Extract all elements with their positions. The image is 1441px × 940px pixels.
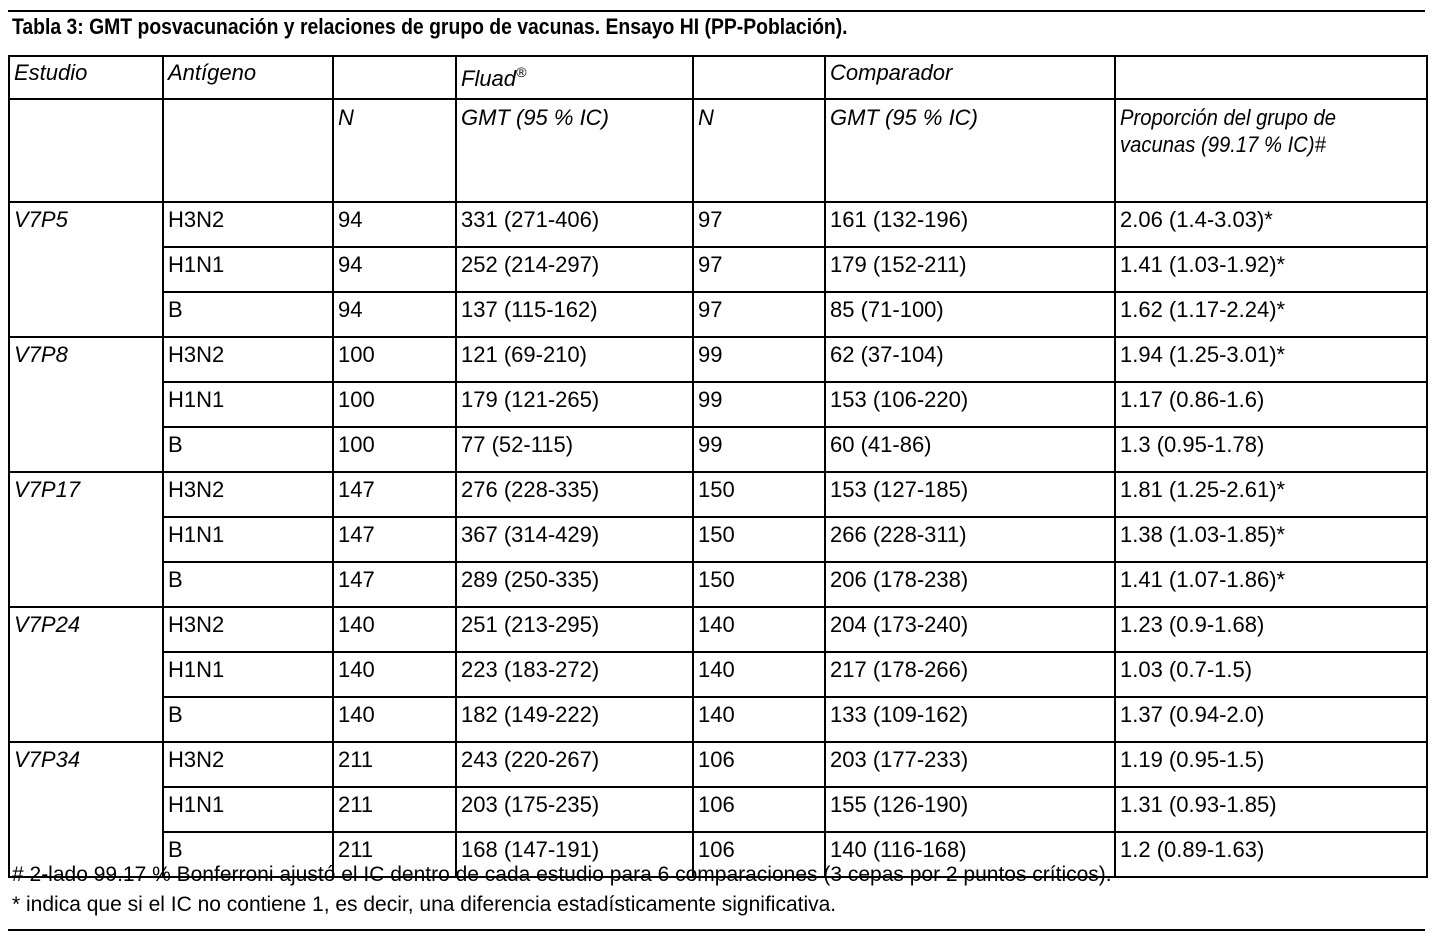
antigen-cell: B [163, 697, 333, 742]
gmt-fluad-cell: 367 (314-429) [456, 517, 693, 562]
header-n-fluad: N [333, 99, 456, 202]
gmt-fluad-cell: 289 (250-335) [456, 562, 693, 607]
table-row [9, 652, 1427, 697]
n-fluad-cell: 94 [333, 247, 456, 292]
n-comparador-cell: 106 [693, 832, 825, 877]
gmt-comparador-cell: 155 (126-190) [825, 787, 1115, 832]
ratio-cell: 1.31 (0.93-1.85) [1115, 787, 1427, 832]
gmt-fluad-cell: 168 (147-191) [456, 832, 693, 877]
registered-mark: ® [516, 64, 527, 80]
n-comparador-cell: 150 [693, 517, 825, 562]
header-comparador: Comparador [825, 56, 1115, 99]
n-fluad-cell: 100 [333, 382, 456, 427]
ratio-cell: 1.38 (1.03-1.85)* [1115, 517, 1427, 562]
ratio-cell: 1.37 (0.94-2.0) [1115, 697, 1427, 742]
gmt-fluad-cell: 243 (220-267) [456, 742, 693, 787]
table-row [9, 787, 1427, 832]
antigen-cell: H1N1 [163, 787, 333, 832]
header-ratio-text: Proporción del grupo de vacunas (99.17 % IC)# [1120, 105, 1337, 157]
table-row [9, 742, 1427, 787]
n-fluad-cell: 147 [333, 472, 456, 517]
n-fluad-cell: 147 [333, 517, 456, 562]
n-comparador-cell: 140 [693, 697, 825, 742]
table-row [9, 427, 1427, 472]
header-row-2 [9, 99, 1427, 202]
antigen-cell: H1N1 [163, 517, 333, 562]
study-cell: V7P5 [9, 202, 163, 337]
antigen-cell: H3N2 [163, 337, 333, 382]
n-fluad-cell: 140 [333, 697, 456, 742]
n-comparador-cell: 140 [693, 607, 825, 652]
header-empty-3 [1115, 56, 1427, 99]
n-comparador-cell: 140 [693, 652, 825, 697]
table-row [9, 607, 1427, 652]
header-gmt-fluad: GMT (95 % IC) [456, 99, 693, 202]
gmt-comparador-cell: 133 (109-162) [825, 697, 1115, 742]
n-fluad-cell: 211 [333, 787, 456, 832]
n-fluad-cell: 140 [333, 607, 456, 652]
n-fluad-cell: 100 [333, 427, 456, 472]
header-ratio [1115, 99, 1427, 202]
table-row [9, 247, 1427, 292]
n-comparador-cell: 97 [693, 292, 825, 337]
ratio-cell: 1.62 (1.17-2.24)* [1115, 292, 1427, 337]
header-empty-5 [163, 99, 333, 202]
antigen-cell: H1N1 [163, 652, 333, 697]
gmt-comparador-cell: 206 (178-238) [825, 562, 1115, 607]
gmt-comparador-cell: 62 (37-104) [825, 337, 1115, 382]
antigen-cell: H1N1 [163, 247, 333, 292]
study-cell: V7P8 [9, 337, 163, 472]
header-empty-2 [693, 56, 825, 99]
header-antigeno: Antígeno [163, 56, 333, 99]
ratio-cell: 1.23 (0.9-1.68) [1115, 607, 1427, 652]
n-comparador-cell: 150 [693, 562, 825, 607]
gmt-comparador-cell: 179 (152-211) [825, 247, 1115, 292]
ratio-cell: 1.17 (0.86-1.6) [1115, 382, 1427, 427]
gmt-fluad-cell: 251 (213-295) [456, 607, 693, 652]
ratio-cell: 1.81 (1.25-2.61)* [1115, 472, 1427, 517]
study-cell: V7P17 [9, 472, 163, 607]
n-fluad-cell: 211 [333, 742, 456, 787]
ratio-cell: 1.94 (1.25-3.01)* [1115, 337, 1427, 382]
table-row [9, 337, 1427, 382]
n-fluad-cell: 147 [333, 562, 456, 607]
ratio-cell: 1.41 (1.03-1.92)* [1115, 247, 1427, 292]
antigen-cell: H3N2 [163, 742, 333, 787]
header-row-1 [9, 56, 1427, 99]
table-title: Tabla 3: GMT posvacunación y relaciones de grupo de vacunas. Ensayo HI (PP-Población). [12, 14, 848, 39]
header-fluad [456, 56, 693, 99]
gmt-fluad-cell: 137 (115-162) [456, 292, 693, 337]
gmt-fluad-cell: 252 (214-297) [456, 247, 693, 292]
footnote-2: * indica que si el IC no contiene 1, es decir, una diferencia estadísticamente significativa. [12, 893, 837, 916]
gmt-comparador-cell: 217 (178-266) [825, 652, 1115, 697]
n-comparador-cell: 99 [693, 337, 825, 382]
antigen-cell: H3N2 [163, 607, 333, 652]
antigen-cell: B [163, 292, 333, 337]
n-fluad-cell: 100 [333, 337, 456, 382]
ratio-cell: 1.03 (0.7-1.5) [1115, 652, 1427, 697]
gmt-comparador-cell: 153 (127-185) [825, 472, 1115, 517]
table-row [9, 472, 1427, 517]
study-cell: V7P24 [9, 607, 163, 742]
gmt-comparador-cell: 161 (132-196) [825, 202, 1115, 247]
gmt-comparador-cell: 153 (106-220) [825, 382, 1115, 427]
ratio-cell: 2.06 (1.4-3.03)* [1115, 202, 1427, 247]
gmt-fluad-cell: 331 (271-406) [456, 202, 693, 247]
header-estudio: Estudio [9, 56, 163, 99]
n-comparador-cell: 97 [693, 202, 825, 247]
header-n-comparador: N [693, 99, 825, 202]
table-row [9, 517, 1427, 562]
gmt-fluad-cell: 223 (183-272) [456, 652, 693, 697]
n-comparador-cell: 99 [693, 427, 825, 472]
n-comparador-cell: 106 [693, 787, 825, 832]
gmt-comparador-cell: 266 (228-311) [825, 517, 1115, 562]
n-comparador-cell: 106 [693, 742, 825, 787]
gmt-fluad-cell: 179 (121-265) [456, 382, 693, 427]
antigen-cell: B [163, 427, 333, 472]
header-gmt-comparador: GMT (95 % IC) [825, 99, 1115, 202]
gmt-comparador-cell: 85 (71-100) [825, 292, 1115, 337]
n-fluad-cell: 94 [333, 292, 456, 337]
bottom-rule [8, 929, 1425, 931]
table-row [9, 562, 1427, 607]
fluad-label: Fluad [461, 66, 517, 91]
n-comparador-cell: 97 [693, 247, 825, 292]
gmt-comparador-cell: 204 (173-240) [825, 607, 1115, 652]
n-comparador-cell: 150 [693, 472, 825, 517]
gmt-fluad-cell: 77 (52-115) [456, 427, 693, 472]
n-fluad-cell: 94 [333, 202, 456, 247]
gmt-fluad-cell: 182 (149-222) [456, 697, 693, 742]
gmt-fluad-cell: 276 (228-335) [456, 472, 693, 517]
table-row [9, 697, 1427, 742]
study-cell: V7P34 [9, 742, 163, 877]
gmt-fluad-cell: 203 (175-235) [456, 787, 693, 832]
n-fluad-cell: 211 [333, 832, 456, 877]
footnote-1: # 2-lado 99.17 % Bonferroni ajustó el IC dentro de cada estudio para 6 comparaciones (3 cepas por 2 puntos críticos). [12, 863, 1112, 886]
antigen-cell: B [163, 562, 333, 607]
n-fluad-cell: 140 [333, 652, 456, 697]
gmt-comparador-cell: 60 (41-86) [825, 427, 1115, 472]
ratio-cell: 1.3 (0.95-1.78) [1115, 427, 1427, 472]
antigen-cell: H1N1 [163, 382, 333, 427]
antigen-cell: H3N2 [163, 472, 333, 517]
top-rule [8, 10, 1425, 12]
antigen-cell: B [163, 832, 333, 877]
ratio-cell: 1.41 (1.07-1.86)* [1115, 562, 1427, 607]
gmt-fluad-cell: 121 (69-210) [456, 337, 693, 382]
antigen-cell: H3N2 [163, 202, 333, 247]
table-row [9, 292, 1427, 337]
gmt-comparador-cell: 203 (177-233) [825, 742, 1115, 787]
table-row [9, 202, 1427, 247]
ratio-cell: 1.19 (0.95-1.5) [1115, 742, 1427, 787]
results-table [8, 55, 1428, 878]
ratio-cell: 1.2 (0.89-1.63) [1115, 832, 1427, 877]
n-comparador-cell: 99 [693, 382, 825, 427]
header-empty-4 [9, 99, 163, 202]
header-empty-1 [333, 56, 456, 99]
gmt-comparador-cell: 140 (116-168) [825, 832, 1115, 877]
table-row [9, 382, 1427, 427]
